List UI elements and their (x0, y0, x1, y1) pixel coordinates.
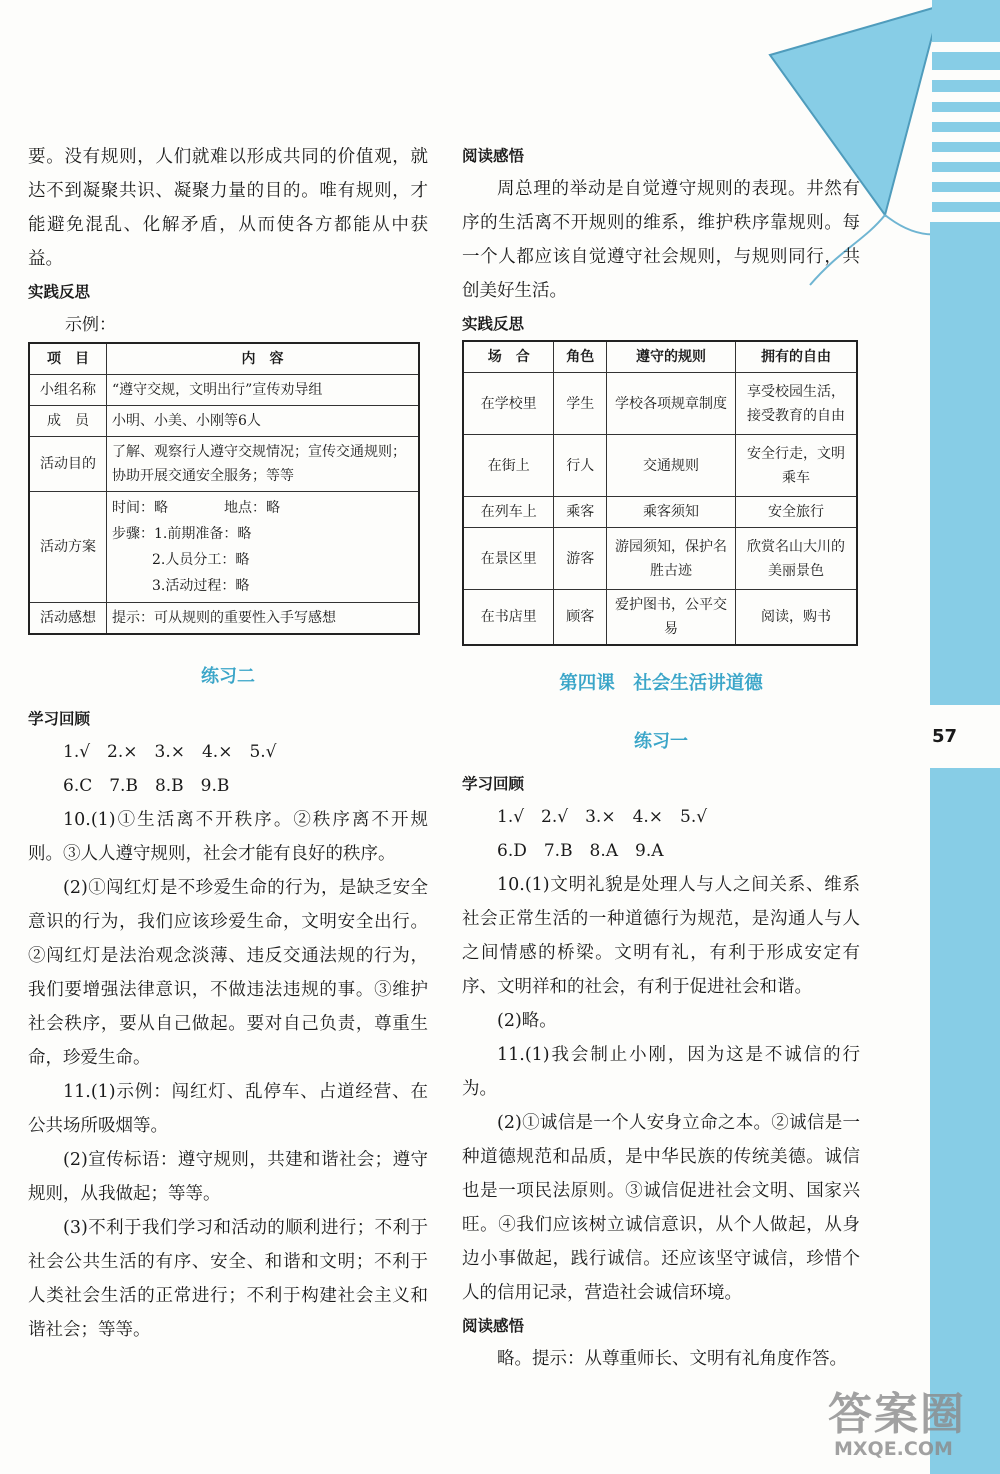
answer-paragraph: 11.(1)我会制止小刚，因为这是不诚信的行为。 (462, 1045, 860, 1099)
table-value-cell (107, 492, 420, 603)
answer-paragraph: 6.C 7.B 8.B 9.B (63, 776, 230, 796)
table-row (29, 437, 419, 492)
side-color-strip-bottom (930, 768, 1000, 1474)
table-cell: 游园须知，保护名胜古迹 (607, 528, 736, 590)
table-header-cell: 角色 (554, 341, 607, 373)
left-column (28, 140, 428, 1347)
answer-paragraph: (2)①诚信是一个人安身立命之本。②诚信是一种道德规范和品质，是中华民族的传统美德。诚信也是一项民法原则。③诚信促进社会文明、国家兴旺。④我们应该树立诚信意识，从个人做起，从身边小事做起，践行诚信。还应该坚守诚信，珍惜个人的信用记录，营造社会诚信环境。 (462, 1113, 860, 1303)
review-heading-left: 学习回顾 (28, 710, 91, 728)
watermark-logo (828, 1378, 966, 1460)
table-header-row (29, 343, 419, 375)
table-cell: 欣赏名山大川的美丽景色 (736, 528, 858, 590)
practice-heading-left: 实践反思 (28, 283, 91, 301)
table-cell: 在街上 (463, 435, 554, 497)
table-header-cell: 拥有的自由 (736, 341, 858, 373)
left-answers (28, 735, 428, 1347)
table-row (463, 497, 857, 528)
table-key-cell: 活动感想 (29, 603, 107, 635)
table-cell: 阅读，购书 (736, 590, 858, 646)
answer-paragraph: 10.(1)文明礼貌是处理人与人之间关系、维系社会正常生活的一种道德行为规范，是沟通人与人之间情感的桥梁。文明有礼，有利于形成安定有序、文明祥和的社会，有利于促进社会和谐。 (462, 875, 860, 997)
table-header-cell: 内 容 (107, 343, 420, 375)
reading-heading: 阅读感悟 (462, 147, 525, 165)
table-key-cell: 活动方案 (29, 492, 107, 603)
table-cell: 在学校里 (463, 373, 554, 435)
right-column (462, 140, 860, 1376)
table-value-cell: 了解、观察行人遵守交规情况；宣传交通规则；协助开展交通安全服务；等等 (107, 437, 420, 492)
answer-paragraph: (2)①闯红灯是不珍爱生命的行为，是缺乏安全意识的行为，我们应该珍爱生命，文明安全出行。②闯红灯是法治观念淡薄、违反交通法规的行为，我们要增强法律意识，不做违法违规的事。③维护社会秩序，要从自己做起。要对自己负责，尊重生命，珍爱生命。 (28, 878, 428, 1068)
table-value-cell: “遵守交规，文明出行”宣传劝导组 (107, 375, 420, 406)
table-row (463, 435, 857, 497)
answer-paragraph: 1.√ 2.√ 3.× 4.× 5.√ (497, 807, 708, 827)
table-header-cell: 项 目 (29, 343, 107, 375)
table-value-cell: 提示：可从规则的重要性入手写感想 (107, 603, 420, 635)
reading-paragraph: 周总理的举动是自觉遵守规则的表现。井然有序的生活离不开规则的维系，维护秩序靠规则。每一个人都应该自觉遵守社会规则，与规则同行，共创美好生活。 (462, 179, 860, 301)
exercise-title-left: 练习二 (201, 666, 255, 687)
plan-line: 3.活动过程：略 (152, 578, 250, 594)
answer-paragraph: (2)宣传标语：遵守规则，共建和谐社会；遵守规则，从我做起；等等。 (28, 1150, 428, 1204)
table-row (29, 375, 419, 406)
table-cell: 交通规则 (607, 435, 736, 497)
table-key-cell: 成 员 (29, 406, 107, 437)
table-row (463, 528, 857, 590)
answer-paragraph: 11.(1)示例：闯红灯、乱停车、占道经营、在公共场所吸烟等。 (28, 1082, 428, 1136)
table-row (29, 492, 419, 603)
watermark-main: 答案圈 (828, 1389, 966, 1440)
table-cell: 安全旅行 (736, 497, 858, 528)
table-cell: 行人 (554, 435, 607, 497)
watermark-sub: MXQE.COM (834, 1438, 953, 1460)
table-value-cell: 小明、小美、小刚等6人 (107, 406, 420, 437)
table-row (29, 406, 419, 437)
rules-freedom-table (462, 340, 858, 646)
answer-paragraph: 10.(1)①生活离不开秩序。②秩序离不开规则。③人人遵守规则，社会才能有良好的秩序。 (28, 810, 428, 864)
reading2-heading: 阅读感悟 (462, 1317, 525, 1335)
lesson-title: 第四课 社会生活讲道德 (559, 673, 763, 694)
table-row (463, 590, 857, 646)
table-cell: 顾客 (554, 590, 607, 646)
table-cell: 学生 (554, 373, 607, 435)
reading2-paragraph: 略。提示：从尊重师长、文明有礼角度作答。 (497, 1349, 847, 1369)
right-answers (462, 800, 860, 1310)
example-label: 示例： (65, 315, 116, 335)
side-color-strip-top (930, 222, 1000, 705)
table-header-row (463, 341, 857, 373)
exercise-title-right: 练习一 (634, 731, 688, 752)
table-key-cell: 小组名称 (29, 375, 107, 406)
activity-plan-table (28, 342, 420, 635)
answer-paragraph: (2)略。 (497, 1011, 557, 1031)
table-cell: 学校各项规章制度 (607, 373, 736, 435)
plan-line: 2.人员分工：略 (152, 552, 250, 568)
page-number: 57 (932, 726, 958, 747)
table-cell: 安全行走，文明乘车 (736, 435, 858, 497)
answer-paragraph: (3)不利于我们学习和活动的顺利进行；不利于社会公共生活的有序、安全、和谐和文明；不利于人类社会生活的正常进行；不利于构建社会主义和谐社会；等等。 (28, 1218, 428, 1340)
table-cell: 在列车上 (463, 497, 554, 528)
answer-paragraph: 6.D 7.B 8.A 9.A (497, 841, 664, 861)
table-cell: 乘客须知 (607, 497, 736, 528)
table-key-cell: 活动目的 (29, 437, 107, 492)
table-header-cell: 场 合 (463, 341, 554, 373)
table-row (29, 603, 419, 635)
table-cell: 在书店里 (463, 590, 554, 646)
table-cell: 游客 (554, 528, 607, 590)
table-cell: 在景区里 (463, 528, 554, 590)
plan-line: 步骤：1.前期准备：略 (112, 526, 252, 542)
answer-paragraph: 1.√ 2.× 3.× 4.× 5.√ (63, 742, 277, 762)
intro-paragraph: 要。没有规则，人们就难以形成共同的价值观，就达不到凝聚共识、凝聚力量的目的。唯有规则，才能避免混乱、化解矛盾，从而使各方都能从中获益。 (28, 147, 428, 269)
plan-line: 时间：略 地点：略 (112, 500, 280, 516)
practice-heading-right: 实践反思 (462, 315, 525, 333)
table-cell: 爱护图书，公平交易 (607, 590, 736, 646)
table-row (463, 373, 857, 435)
review-heading-right: 学习回顾 (462, 775, 525, 793)
table-cell: 享受校园生活，接受教育的自由 (736, 373, 858, 435)
table-cell: 乘客 (554, 497, 607, 528)
table-header-cell: 遵守的规则 (607, 341, 736, 373)
